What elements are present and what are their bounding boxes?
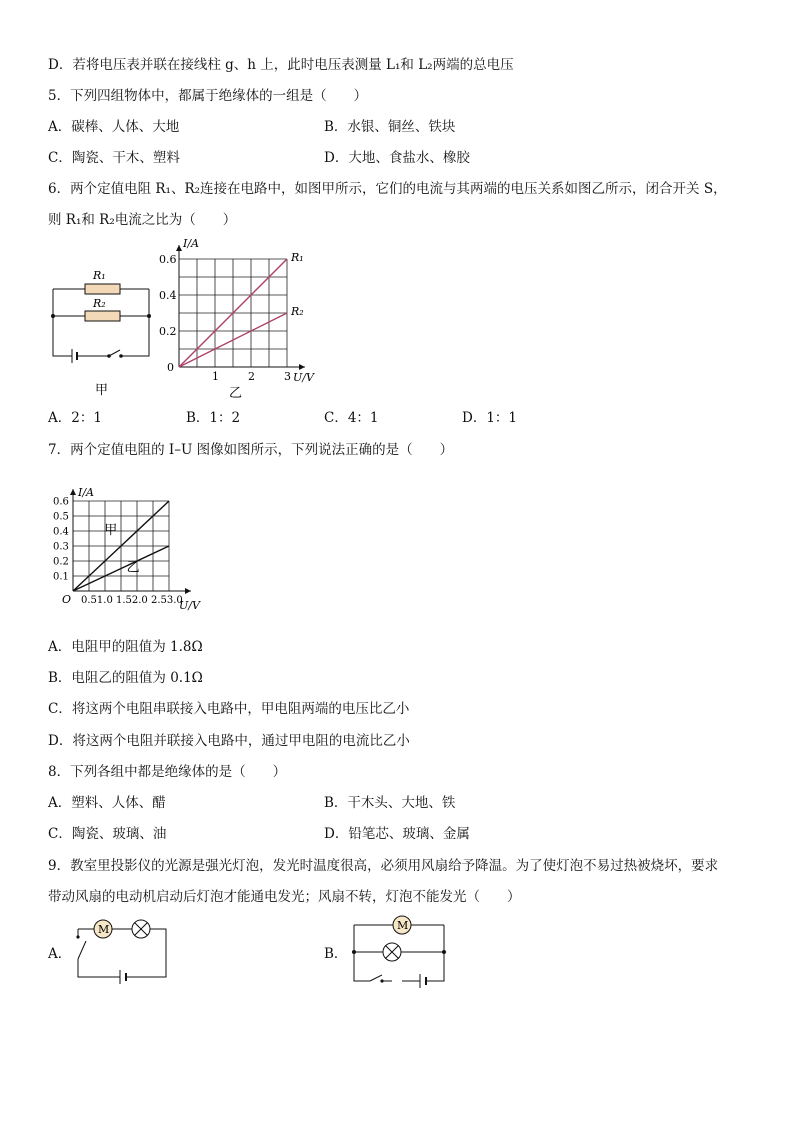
y-tick-label: 0.6: [53, 496, 69, 508]
y-tick-label: 0.4: [53, 526, 69, 538]
y-tick-label: 0.3: [53, 541, 69, 553]
x-axis-arrow: [185, 588, 191, 594]
series-label: R₂: [291, 305, 304, 318]
q6-stem-line1: 6．两个定值电阻 R₁、R₂连接在电路中，如图甲所示，它们的电流与其两端的电压关系如图乙所示，闭合开关 S，: [48, 181, 727, 197]
x-tick-label: 2: [248, 370, 255, 383]
y-tick-label: 0.4: [159, 289, 177, 302]
y-axis-label: I/A: [78, 486, 94, 499]
q9-option-a[interactable]: A．: [48, 946, 72, 962]
y-axis-arrow: [176, 245, 182, 251]
q4-option-d: D．若将电压表并联在接线柱 g、h 上，此时电压表测量 L₁和 L₂两端的总电压: [48, 57, 514, 73]
q6-iu-chart: [160, 236, 330, 401]
q7-option-a[interactable]: A．电阻甲的阻值为 1.8Ω: [48, 639, 203, 655]
y-axis-arrow: [70, 489, 76, 495]
x-tick-labels: 0.51.0 1.52.0 2.53.0: [81, 595, 183, 606]
q6-stem-line2: 则 R₁和 R₂电流之比为（ ）: [48, 212, 237, 228]
q6-option-c[interactable]: C．4：1: [324, 410, 379, 426]
q9-stem-line1: 9．教室里投影仪的光源是强光灯泡，发光时温度很高，必须用风扇给予降温。为了使灯泡不易过热被烧坏，要求: [48, 858, 719, 874]
x-axis-label: U/V: [293, 371, 314, 384]
q8-option-b[interactable]: B．干木头、大地、铁: [324, 795, 456, 811]
q6-circuit-diagram: [45, 262, 165, 412]
q8-option-c[interactable]: C．陶瓷、玻璃、油: [48, 826, 167, 842]
q5-stem: 5．下列四组物体中，都属于绝缘体的一组是（ ）: [48, 88, 368, 104]
x-tick-label: 1: [212, 370, 219, 383]
x-axis-arrow: [299, 364, 305, 370]
y-tick-label: 0.5: [53, 511, 69, 523]
q5-option-a[interactable]: A．碳棒、人体、大地: [48, 119, 180, 135]
x-axis-label: U/V: [179, 599, 200, 612]
q8-option-a[interactable]: A．塑料、人体、醋: [48, 795, 166, 811]
series-label: R₁: [291, 251, 304, 264]
q9-option-b[interactable]: B．: [324, 946, 348, 962]
q6-option-a[interactable]: A．2：1: [48, 410, 102, 426]
x-tick-label: 3: [284, 370, 291, 383]
q9-circuit-b: [348, 915, 458, 985]
q9-b-motor-label: M: [397, 919, 409, 932]
q6-circuit-caption: 甲: [95, 383, 109, 398]
series-label: 甲: [104, 523, 118, 538]
q5-option-b[interactable]: B．水银、铜丝、铁块: [324, 119, 456, 135]
q7-iu-chart: [48, 474, 248, 624]
q9-a-motor-label: M: [98, 923, 110, 936]
q7-option-d[interactable]: D．将这两个电阻并联接入电路中，通过甲电阻的电流比乙小: [48, 733, 410, 749]
q6-r1-label: R₁: [93, 269, 106, 282]
q6-option-d[interactable]: D．1：1: [462, 410, 518, 426]
origin-label: 0: [167, 361, 174, 374]
q7-option-c[interactable]: C．将这两个电阻串联接入电路中，甲电阻两端的电压比乙小: [48, 701, 410, 717]
series-label: 乙: [126, 560, 140, 576]
q5-option-c[interactable]: C．陶瓷、干木、塑料: [48, 150, 180, 166]
q7-option-b[interactable]: B．电阻乙的阻值为 0.1Ω: [48, 670, 203, 686]
q6-option-b[interactable]: B．1：2: [186, 410, 241, 426]
q9-stem-line2: 带动风扇的电动机启动后灯泡才能通电发光；风扇不转，灯泡不能发光（ ）: [48, 889, 521, 905]
y-axis-label: I/A: [183, 237, 199, 250]
q6-r2-label: R₂: [93, 297, 106, 310]
y-tick-label: 0.1: [53, 571, 69, 583]
y-tick-label: 0.2: [159, 325, 177, 338]
q9-circuit-a: [70, 915, 180, 985]
q8-option-d[interactable]: D．铅笔芯、玻璃、金属: [324, 826, 470, 842]
y-tick-label: 0.2: [53, 556, 69, 568]
q5-option-d[interactable]: D．大地、食盐水、橡胶: [324, 150, 470, 166]
q8-stem: 8．下列各组中都是绝缘体的是（ ）: [48, 764, 287, 780]
q7-stem: 7．两个定值电阻的 I–U 图像如图所示，下列说法正确的是（ ）: [48, 442, 454, 458]
chart-caption: 乙: [229, 386, 243, 401]
origin-label: O: [62, 593, 72, 606]
y-tick-label: 0.6: [159, 253, 177, 266]
